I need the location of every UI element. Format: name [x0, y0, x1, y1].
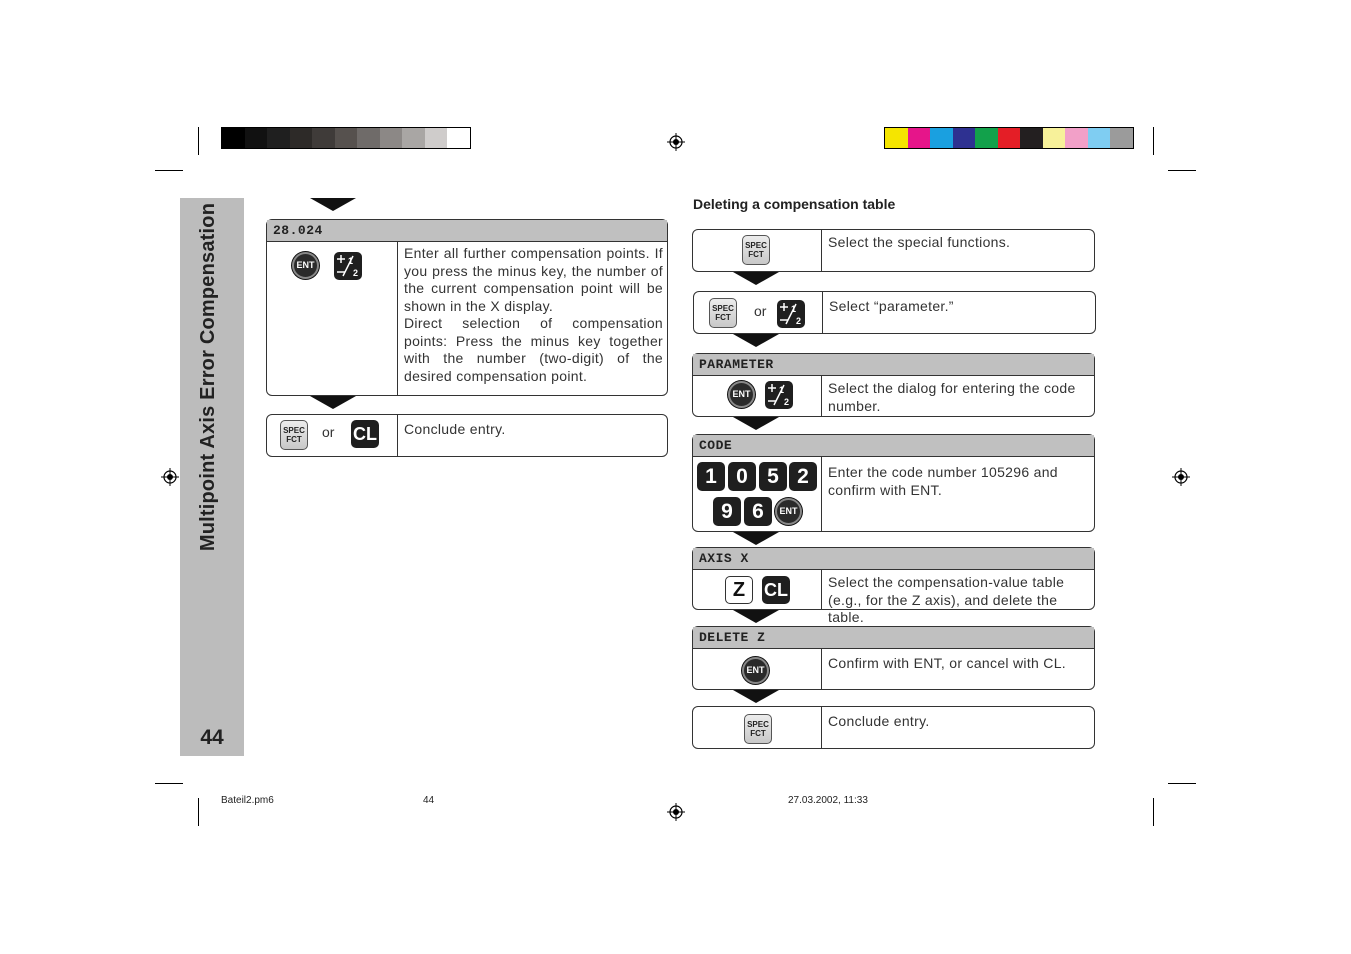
minus-key[interactable] [334, 252, 362, 280]
key-panel [693, 376, 822, 416]
display-readout: 28.024 [267, 220, 667, 242]
digit-key[interactable]: 9 [713, 497, 741, 526]
fraction-key-icon [765, 381, 793, 409]
grayscale-color-bar [221, 127, 471, 149]
fraction-bottom: 2 [353, 268, 359, 278]
crop-mark [198, 127, 199, 155]
key-label: SPEC [745, 241, 767, 250]
registration-mark-icon [667, 133, 685, 151]
crop-mark [1153, 798, 1154, 826]
step-box [693, 291, 1096, 334]
registration-mark-icon [1172, 468, 1190, 486]
or-label: or [322, 424, 335, 440]
crop-mark [1168, 170, 1196, 171]
fraction-key-icon [777, 300, 805, 328]
display-readout: AXIS X [693, 548, 1094, 570]
step-description: Enter the code number 105296 and confirm with ENT. [828, 464, 1058, 498]
color-swatch [908, 128, 931, 148]
color-swatch [975, 128, 998, 148]
color-swatch [425, 128, 448, 148]
fraction-key-icon [334, 252, 362, 280]
fraction-bottom: 2 [784, 397, 790, 407]
key-label: FCT [715, 313, 731, 322]
color-swatch [885, 128, 908, 148]
digit-key[interactable]: 2 [789, 462, 817, 491]
step-box [692, 434, 1095, 532]
step-description: Select the dialog for entering the code number. [828, 380, 1076, 414]
color-swatch [953, 128, 976, 148]
step-box [692, 547, 1095, 625]
flow-arrow [733, 690, 779, 703]
ent-key[interactable]: ENT [775, 498, 802, 525]
color-swatch [930, 128, 953, 148]
key-panel [694, 292, 823, 333]
color-swatch [312, 128, 335, 148]
color-swatch [1088, 128, 1111, 148]
flow-arrow [733, 610, 779, 623]
page-number: 44 [200, 726, 224, 749]
z-axis-key[interactable]: Z [725, 576, 753, 604]
registration-mark-icon [161, 468, 179, 486]
key-panel [267, 415, 398, 456]
step-description: Enter all further compensation points. If you press the minus key, the number of the current compensation point will be shown in the X display. Direct selection of compensation points: Press the minus key together with the number (two-digit) of the desired compensation point. [404, 245, 663, 384]
footer-page: 44 [423, 795, 435, 806]
color-swatch [447, 128, 470, 148]
fraction-bottom: 2 [796, 316, 802, 326]
display-readout: DELETE Z [693, 627, 1094, 649]
section-title: Deleting a compensation table [693, 196, 896, 212]
color-swatch [380, 128, 403, 148]
minus-key[interactable] [777, 300, 805, 328]
flow-arrow [733, 417, 779, 430]
color-swatch [1020, 128, 1043, 148]
key-panel [267, 242, 398, 396]
ent-key[interactable]: ENT [742, 657, 769, 684]
key-label: SPEC [283, 426, 305, 435]
flow-arrow [733, 334, 779, 347]
color-swatch [1043, 128, 1066, 148]
step-description: Select “parameter.” [829, 298, 954, 314]
step-description: Select the compensation-value table (e.g., for the Z axis), and delete the table. [828, 574, 1065, 625]
step-box [692, 353, 1095, 417]
flow-arrow [733, 532, 779, 545]
step-box [266, 219, 668, 396]
key-panel [693, 230, 822, 271]
footer-timestamp: 27.03.2002, 11:33 [788, 795, 868, 806]
crop-mark [1153, 127, 1154, 155]
cl-key[interactable]: CL [762, 576, 790, 604]
digit-key[interactable]: 5 [759, 462, 787, 491]
key-label: FCT [748, 250, 764, 259]
display-readout: PARAMETER [693, 354, 1094, 376]
key-panel [693, 457, 822, 531]
color-swatch [998, 128, 1021, 148]
key-label: FCT [286, 435, 302, 444]
color-swatch [1110, 128, 1133, 148]
or-label: or [754, 303, 767, 319]
ent-key[interactable]: ENT [292, 252, 319, 279]
minus-key[interactable] [765, 381, 793, 409]
registration-mark-icon [667, 803, 685, 821]
flow-arrow [310, 396, 356, 409]
spec-fct-key[interactable] [742, 235, 770, 265]
spec-fct-key[interactable] [280, 420, 308, 450]
crop-mark [1168, 783, 1196, 784]
process-color-bar [884, 127, 1134, 149]
color-swatch [267, 128, 290, 148]
color-swatch [335, 128, 358, 148]
step-description: Conclude entry. [404, 421, 506, 437]
step-box [692, 229, 1095, 272]
color-swatch [222, 128, 245, 148]
crop-mark [155, 783, 183, 784]
color-swatch [290, 128, 313, 148]
color-swatch [245, 128, 268, 148]
crop-mark [155, 170, 183, 171]
display-readout: CODE [693, 435, 1094, 457]
digit-key[interactable]: 1 [697, 462, 725, 491]
key-label: SPEC [747, 720, 769, 729]
step-description: Confirm with ENT, or cancel with CL. [828, 655, 1066, 671]
ent-key[interactable]: ENT [728, 381, 755, 408]
step-description: Select the special functions. [828, 234, 1011, 250]
key-panel [693, 570, 822, 609]
spec-fct-key[interactable] [709, 298, 737, 328]
key-label: SPEC [712, 304, 734, 313]
footer-filename: Bateil2.pm6 [221, 795, 274, 806]
cl-key[interactable]: CL [351, 420, 379, 448]
flow-arrow [733, 272, 779, 285]
key-panel [693, 649, 822, 689]
fraction-top: 1 [779, 385, 785, 395]
key-panel [693, 707, 822, 748]
step-box [692, 706, 1095, 749]
step-box [692, 626, 1095, 690]
color-swatch [402, 128, 425, 148]
step-description: Conclude entry. [828, 713, 930, 729]
digit-key[interactable]: 6 [744, 497, 772, 526]
fraction-top: 1 [791, 304, 797, 314]
color-swatch [1065, 128, 1088, 148]
step-box [266, 414, 668, 457]
flow-arrow [310, 198, 356, 211]
color-swatch [357, 128, 380, 148]
fraction-top: 1 [348, 256, 354, 266]
spec-fct-key[interactable] [744, 714, 772, 744]
key-label: FCT [750, 729, 766, 738]
chapter-title: Multipoint Axis Error Compensation [197, 202, 219, 552]
digit-key[interactable]: 0 [728, 462, 756, 491]
crop-mark [198, 798, 199, 826]
